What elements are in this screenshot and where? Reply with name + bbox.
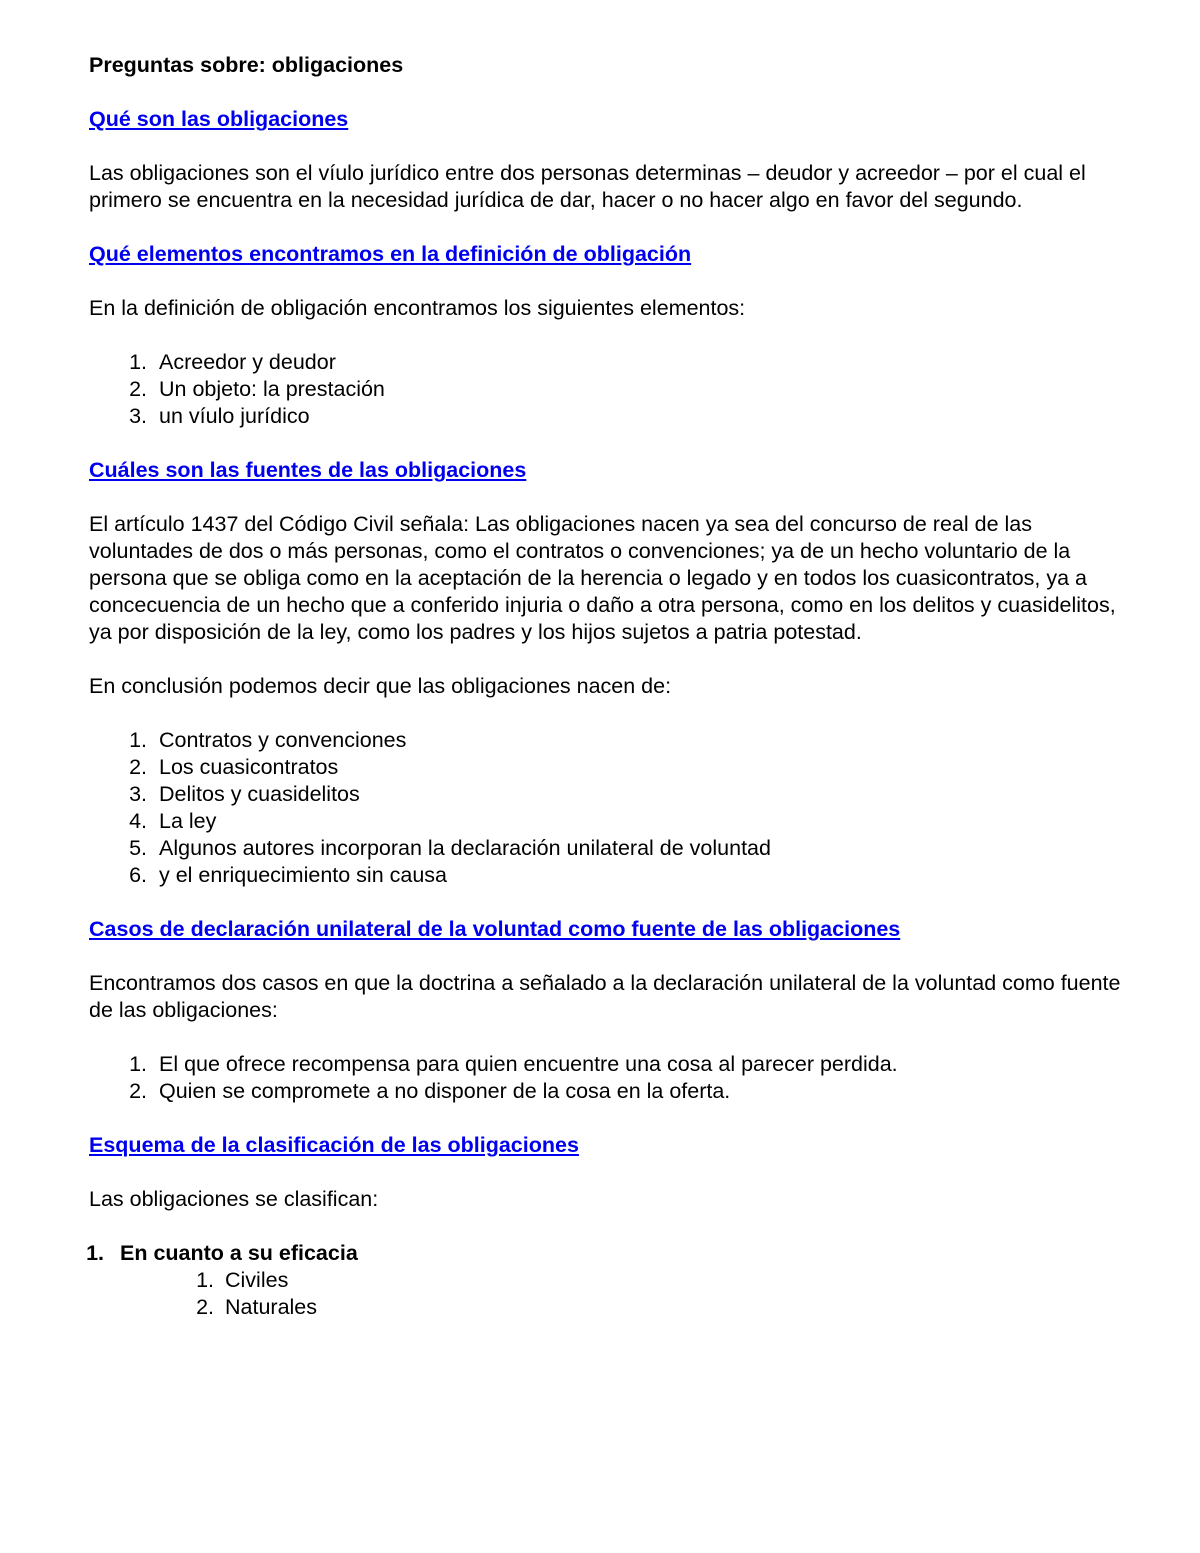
list-item-text: Delitos y cuasidelitos	[159, 782, 360, 806]
sources-list	[89, 727, 1129, 889]
list-item-text: La ley	[159, 809, 217, 833]
elements-list	[89, 349, 1129, 430]
list-number: 3.	[129, 782, 147, 806]
section-paragraph: Las obligaciones se clasifican:	[89, 1187, 379, 1211]
list-item	[89, 376, 1129, 403]
document-page	[86, 52, 1129, 1348]
list-item	[89, 349, 1129, 376]
list-number: 5.	[129, 836, 147, 860]
section-paragraph: Encontramos dos casos en que la doctrina a señalado a la declaración unilateral de la voluntad como fuente de las obligaciones:	[89, 971, 1121, 1022]
classification-list	[68, 1240, 1129, 1321]
list-item	[120, 1294, 1129, 1321]
section-paragraph: En la definición de obligación encontramos los siguientes elementos:	[89, 296, 746, 320]
list-item	[120, 1267, 1129, 1294]
section-heading-elementos[interactable]: Qué elementos encontramos en la definición de obligación	[89, 242, 692, 266]
list-item-text: Quien se compromete a no disponer de la cosa en la oferta.	[159, 1079, 731, 1103]
list-item	[89, 1078, 1129, 1105]
section-heading-declaracion[interactable]: Casos de declaración unilateral de la voluntad como fuente de las obligaciones	[89, 917, 901, 941]
list-item	[89, 835, 1129, 862]
cases-list	[89, 1051, 1129, 1105]
document-title: Preguntas sobre: obligaciones	[89, 53, 404, 77]
list-number: 1.	[129, 1052, 147, 1076]
list-item-text: El que ofrece recompensa para quien encuentre una cosa al parecer perdida.	[159, 1052, 898, 1076]
section-heading-fuentes[interactable]: Cuáles son las fuentes de las obligaciones	[89, 458, 527, 482]
list-item	[89, 781, 1129, 808]
list-number: 2.	[129, 1079, 147, 1103]
list-item-text: Acreedor y deudor	[159, 350, 336, 374]
list-number: 3.	[129, 404, 147, 428]
list-number: 2.	[129, 377, 147, 401]
list-item	[68, 1240, 1129, 1321]
list-number: 2.	[196, 1295, 214, 1319]
section-paragraph: El artículo 1437 del Código Civil señala: Las obligaciones nacen ya sea del concurso de real de las voluntades de dos o más personas, como el contratos o convenciones; ya de un hecho voluntario de la persona que se obliga como en la aceptación de la herencia o legado y en todos los cuasicontratos, ya a concecuencia de un hecho que a conferido injuria o daño a otra persona, como en los delitos y cuasidelitos, ya por disposición de la ley, como los padres y los hijos sujetos a patria potestad.	[89, 512, 1116, 644]
list-item-text: Civiles	[225, 1268, 289, 1292]
list-number: 4.	[129, 809, 147, 833]
section-heading-esquema[interactable]: Esquema de la clasificación de las obligaciones	[89, 1133, 579, 1157]
list-item-text: Algunos autores incorporan la declaración unilateral de voluntad	[159, 836, 771, 860]
classification-label: En cuanto a su eficacia	[120, 1241, 358, 1265]
list-number: 2.	[129, 755, 147, 779]
list-number: 1.	[196, 1268, 214, 1292]
list-number: 6.	[129, 863, 147, 887]
list-item	[89, 727, 1129, 754]
list-number: 1.	[129, 728, 147, 752]
list-item	[89, 808, 1129, 835]
list-item-text: Los cuasicontratos	[159, 755, 339, 779]
list-item	[89, 862, 1129, 889]
list-item-text: Un objeto: la prestación	[159, 377, 385, 401]
list-item-text: y el enriquecimiento sin causa	[159, 863, 448, 887]
list-item-text: Contratos y convenciones	[159, 728, 407, 752]
list-item	[89, 403, 1129, 430]
list-item-text: un víulo jurídico	[159, 404, 310, 428]
list-item	[89, 1051, 1129, 1078]
section-heading-que-son[interactable]: Qué son las obligaciones	[89, 107, 349, 131]
list-number: 1.	[86, 1241, 104, 1265]
classification-sublist	[120, 1267, 1129, 1321]
section-paragraph: Las obligaciones son el víulo jurídico entre dos personas determinas – deudor y acreedor – por el cual el primero se encuentra en la necesidad jurídica de dar, hacer o no hacer algo en favor del segundo.	[89, 161, 1086, 212]
list-number: 1.	[129, 350, 147, 374]
list-item-text: Naturales	[225, 1295, 318, 1319]
section-paragraph-conclusion: En conclusión podemos decir que las obligaciones nacen de:	[89, 674, 672, 698]
list-item	[89, 754, 1129, 781]
